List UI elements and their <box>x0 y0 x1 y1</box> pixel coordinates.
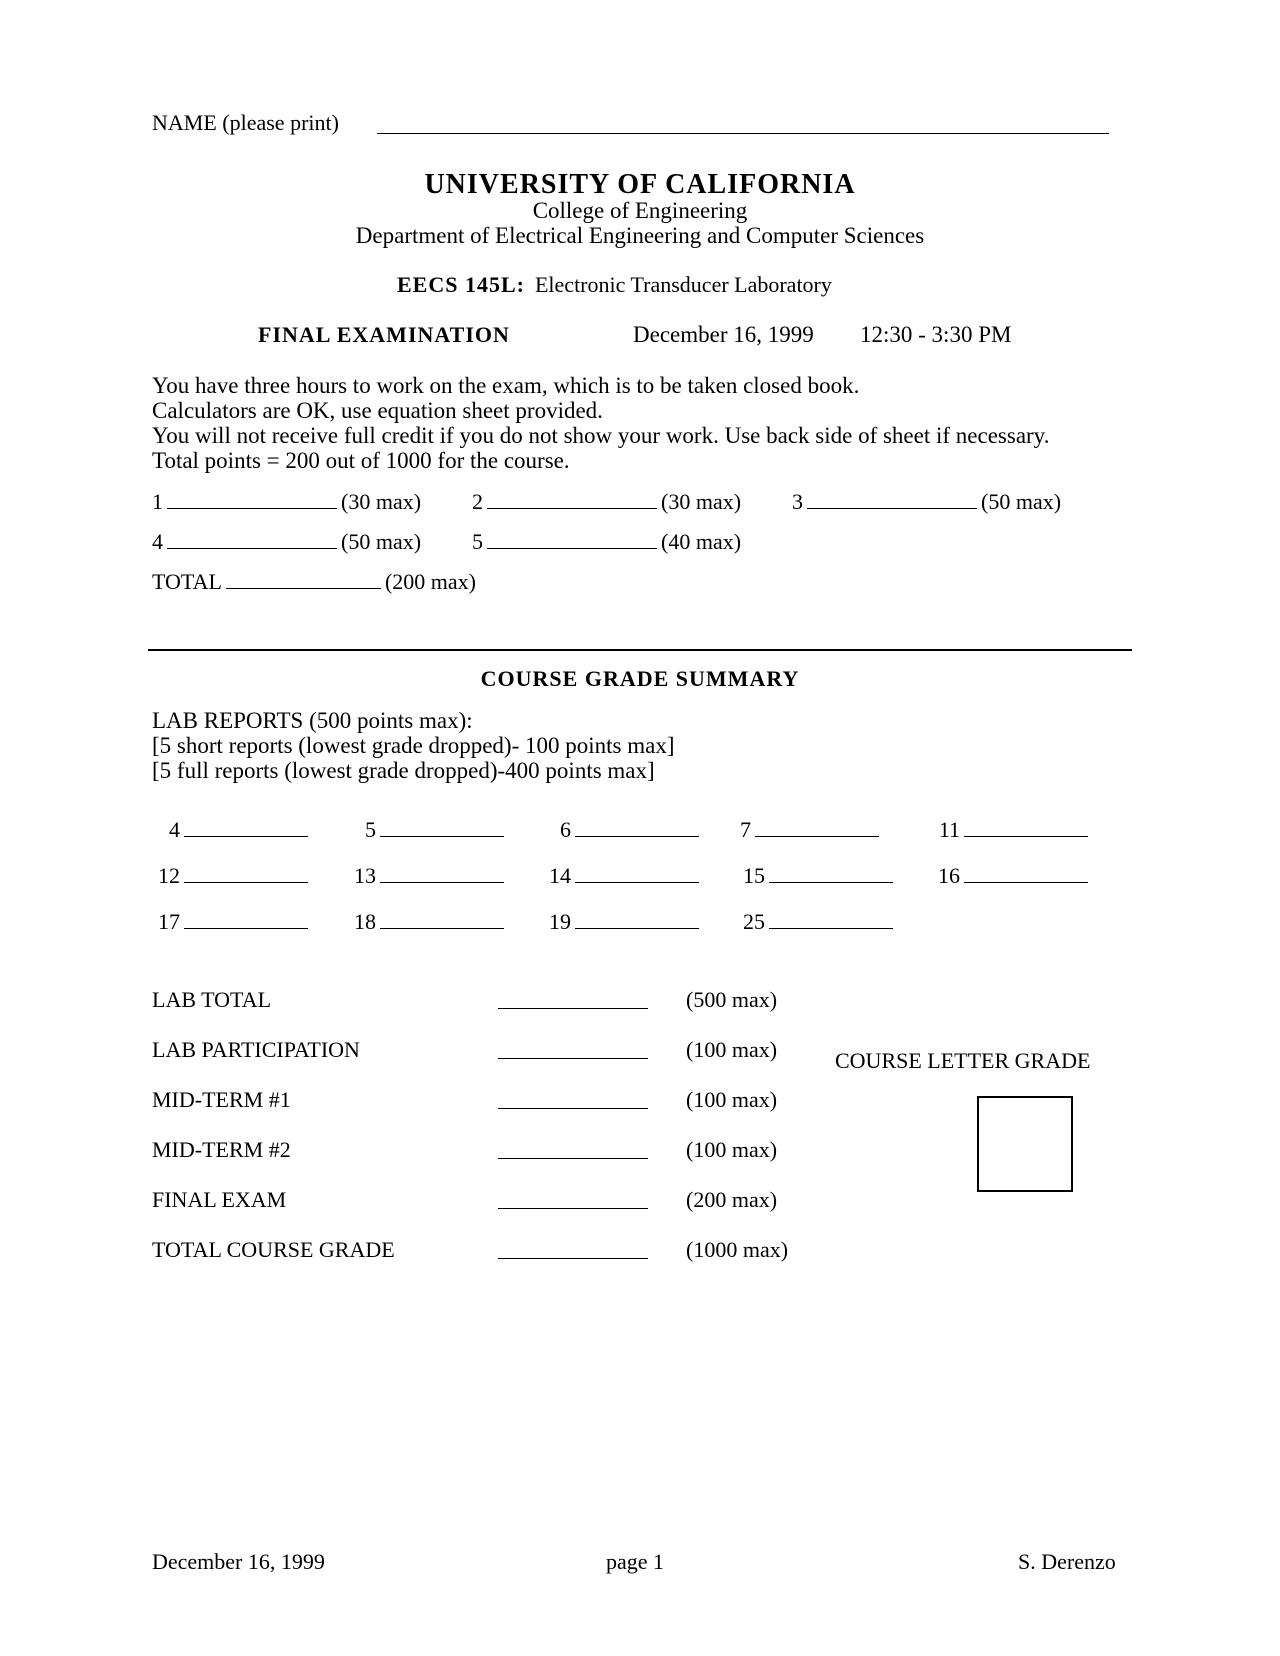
problem-score <box>792 489 1061 515</box>
score-blank[interactable] <box>487 530 657 549</box>
problem-number: 5 <box>472 529 483 554</box>
lab-number: 14 <box>549 863 571 888</box>
problem-score <box>152 529 421 555</box>
score-blank[interactable] <box>498 1208 648 1209</box>
problem-score <box>472 489 741 515</box>
footer-author: S. Derenzo <box>1018 1549 1116 1574</box>
score-blank[interactable] <box>487 490 657 509</box>
lab-reports-heading: LAB REPORTS (500 points max): <box>152 708 473 733</box>
summary-row-max: (1000 max) <box>686 1237 789 1262</box>
name-label: NAME (please print) <box>152 110 339 135</box>
section-divider <box>148 649 1132 651</box>
lab-score <box>152 817 312 843</box>
lab-number: 6 <box>560 817 571 842</box>
exam-date: December 16, 1999 <box>633 322 814 347</box>
department-name: Department of Electrical Engineering and Computer Sciences <box>355 223 925 248</box>
letter-grade-box[interactable] <box>977 1096 1073 1192</box>
problem-number: 3 <box>792 489 803 514</box>
lab-number: 11 <box>938 817 960 842</box>
lab-score <box>152 863 312 889</box>
instruction-line: Total points = 200 out of 1000 for the course. <box>152 448 570 473</box>
lab-number: 13 <box>354 863 376 888</box>
score-blank[interactable] <box>498 1158 648 1159</box>
summary-row-label: TOTAL COURSE GRADE <box>152 1237 395 1262</box>
score-blank[interactable] <box>575 864 699 883</box>
problem-number: 2 <box>472 489 483 514</box>
summary-title: COURSE GRADE SUMMARY <box>480 666 800 691</box>
lab-number: 25 <box>743 909 765 934</box>
college-name: College of Engineering <box>532 198 748 223</box>
course-title: Electronic Transducer Laboratory <box>534 272 832 297</box>
exam-time: 12:30 - 3:30 PM <box>860 322 1012 347</box>
score-blank[interactable] <box>498 1058 648 1059</box>
instruction-line: You have three hours to work on the exam, which is to be taken closed book. <box>152 373 860 398</box>
lab-score <box>737 909 897 935</box>
problem-max: (30 max) <box>341 489 422 514</box>
problem-number: 4 <box>152 529 163 554</box>
score-blank[interactable] <box>184 864 308 883</box>
summary-row-max: (200 max) <box>686 1187 778 1212</box>
summary-row-max: (100 max) <box>686 1037 778 1062</box>
summary-row-max: (500 max) <box>686 987 778 1012</box>
lab-number: 15 <box>743 863 765 888</box>
lab-score <box>543 863 703 889</box>
letter-grade-label: COURSE LETTER GRADE <box>835 1048 1091 1073</box>
lab-score <box>348 909 508 935</box>
footer-date: December 16, 1999 <box>152 1549 325 1574</box>
score-blank[interactable] <box>575 910 699 929</box>
lab-number: 18 <box>354 909 376 934</box>
summary-row-label: MID-TERM #1 <box>152 1087 291 1112</box>
lab-number: 19 <box>549 909 571 934</box>
lab-number: 4 <box>169 817 180 842</box>
instruction-line: You will not receive full credit if you do not show your work. Use back side of sheet if necessary. <box>152 423 1050 448</box>
score-blank[interactable] <box>498 1108 648 1109</box>
summary-row-label: LAB TOTAL <box>152 987 272 1012</box>
lab-score <box>348 817 508 843</box>
score-blank[interactable] <box>807 490 977 509</box>
exam-total-label: TOTAL <box>152 569 222 594</box>
lab-number: 17 <box>158 909 180 934</box>
footer-page: page 1 <box>606 1549 665 1574</box>
score-blank[interactable] <box>498 1258 648 1259</box>
score-blank[interactable] <box>575 818 699 837</box>
course-line <box>397 272 832 298</box>
lab-number: 7 <box>740 817 751 842</box>
course-code: EECS 145L: <box>397 272 525 297</box>
instruction-line: Calculators are OK, use equation sheet provided. <box>152 398 603 423</box>
score-blank[interactable] <box>755 818 879 837</box>
score-blank[interactable] <box>184 818 308 837</box>
exam-total <box>152 569 476 595</box>
university-title: UNIVERSITY OF CALIFORNIA <box>424 169 856 200</box>
score-blank[interactable] <box>964 818 1088 837</box>
score-blank[interactable] <box>380 818 504 837</box>
problem-max: (40 max) <box>661 529 742 554</box>
score-blank[interactable] <box>380 910 504 929</box>
score-blank[interactable] <box>380 864 504 883</box>
problem-max: (50 max) <box>981 489 1062 514</box>
score-blank[interactable] <box>167 530 337 549</box>
summary-row-label: FINAL EXAM <box>152 1187 287 1212</box>
lab-reports-note: [5 short reports (lowest grade dropped)- 100 points max] <box>152 733 675 758</box>
exam-total-max: (200 max) <box>384 569 476 594</box>
lab-score <box>932 817 1092 843</box>
lab-score <box>543 909 703 935</box>
lab-reports-note: [5 full reports (lowest grade dropped)-400 points max] <box>152 758 655 783</box>
problem-number: 1 <box>152 489 163 514</box>
score-blank[interactable] <box>226 570 381 589</box>
lab-score <box>737 863 897 889</box>
lab-score <box>543 817 703 843</box>
summary-row-label: MID-TERM #2 <box>152 1137 291 1162</box>
score-blank[interactable] <box>184 910 308 929</box>
problem-max: (50 max) <box>341 529 422 554</box>
lab-score <box>932 863 1092 889</box>
score-blank[interactable] <box>769 864 893 883</box>
summary-row-max: (100 max) <box>686 1087 778 1112</box>
summary-row-max: (100 max) <box>686 1137 778 1162</box>
name-field[interactable] <box>377 133 1109 134</box>
score-blank[interactable] <box>964 864 1088 883</box>
score-blank[interactable] <box>167 490 337 509</box>
lab-number: 12 <box>158 863 180 888</box>
score-blank[interactable] <box>769 910 893 929</box>
exam-title: FINAL EXAMINATION <box>258 322 510 347</box>
problem-score <box>472 529 741 555</box>
summary-row-label: LAB PARTICIPATION <box>152 1037 360 1062</box>
problem-score <box>152 489 421 515</box>
lab-number: 16 <box>938 863 960 888</box>
lab-score <box>737 817 883 843</box>
lab-number: 5 <box>365 817 376 842</box>
score-blank[interactable] <box>498 1008 648 1009</box>
lab-score <box>152 909 312 935</box>
problem-max: (30 max) <box>661 489 742 514</box>
lab-score <box>348 863 508 889</box>
